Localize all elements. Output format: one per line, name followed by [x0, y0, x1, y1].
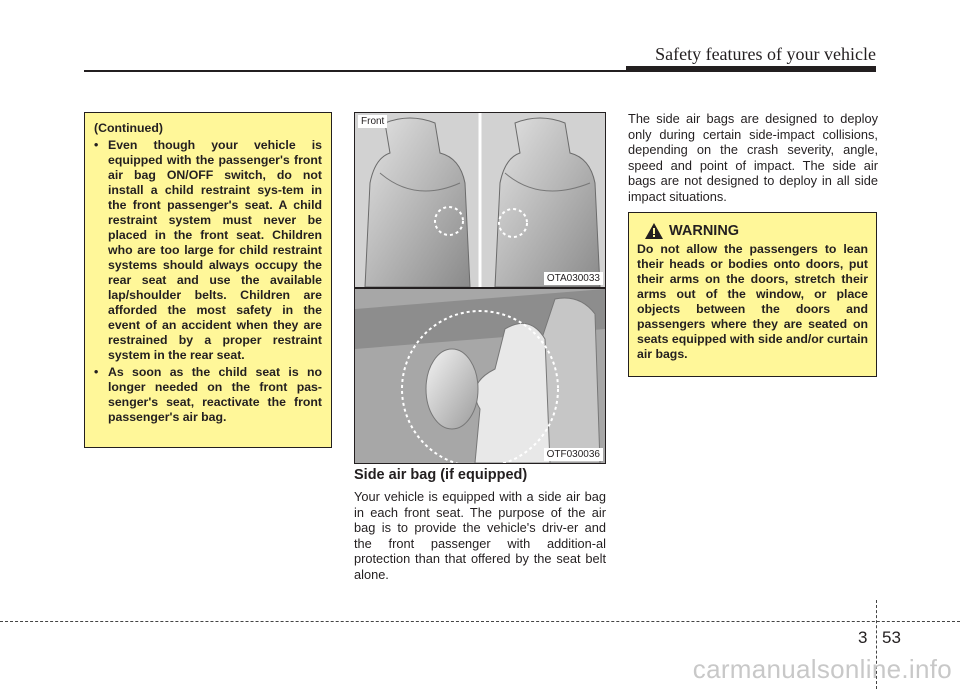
footer-rule — [0, 621, 960, 622]
airbag-illustration — [354, 288, 606, 464]
bullet-icon: • — [94, 365, 99, 379]
side-airbag-text: Your vehicle is equipped with a side air bag in each front seat. The purpose of the air bag is to provide the vehicle's driv-er and the front passenger with addition-al protection than that offered by the seat belt alone. — [354, 489, 606, 582]
warning-title: WARNING — [669, 222, 740, 239]
airbag-drawing — [355, 289, 605, 463]
watermark: carmanualsonline.info — [692, 654, 952, 684]
header-rule-accent — [626, 66, 876, 71]
notice-bullet-item — [94, 365, 322, 425]
notice-box — [84, 112, 332, 448]
header-section-title: Safety features of your vehicle — [655, 44, 876, 64]
figure-code: OTF030036 — [544, 448, 603, 461]
front-label: Front — [358, 115, 387, 128]
notice-continued: (Continued) — [94, 121, 163, 135]
warning-text: Do not allow the passengers to lean their heads or bodies onto doors, put their arms on the doors, stretch their arms out of the window, or place objects between the doors and passengers where they are seated on seats equipped with side and/or curtain air bags. — [637, 242, 868, 361]
warning-triangle-icon — [645, 223, 663, 239]
chapter-number: 3 — [858, 628, 868, 647]
seats-illustration — [354, 112, 606, 288]
warning-header — [645, 223, 868, 239]
notice-bullet-text: Even though your vehicle is equipped with the passenger's front air bag ON/OFF switch, do not install a child restraint sys-tem in the front passenger's seat. A child restraint system must never be placed in the front seat. Children who are too large for child restraint systems should always occupy the rear seat and use the available lap/shoulder belts. Children are afforded the most safety in the event of an accident when they are restrained by a proper restraint system in the rear seat. — [108, 138, 322, 362]
warning-box — [628, 212, 877, 377]
page-number: 53 — [882, 628, 901, 647]
bullet-icon: • — [94, 138, 99, 152]
notice-bullet-list — [94, 138, 322, 425]
deployment-text: The side air bags are designed to deploy only during certain side-impact collisions, depending on the crash severity, angle, speed and point of impact. The side air bags are not designed to deploy in all side impact situations. — [628, 111, 878, 204]
notice-bullet-text: As soon as the child seat is no longer needed on the front pas-senger's seat, reactivate the front passenger's air bag. — [108, 365, 322, 424]
seats-drawing — [355, 113, 605, 287]
notice-bullet-item — [94, 138, 322, 363]
figure-code: OTA030033 — [544, 272, 603, 285]
side-airbag-heading: Side air bag (if equipped) — [354, 467, 528, 483]
